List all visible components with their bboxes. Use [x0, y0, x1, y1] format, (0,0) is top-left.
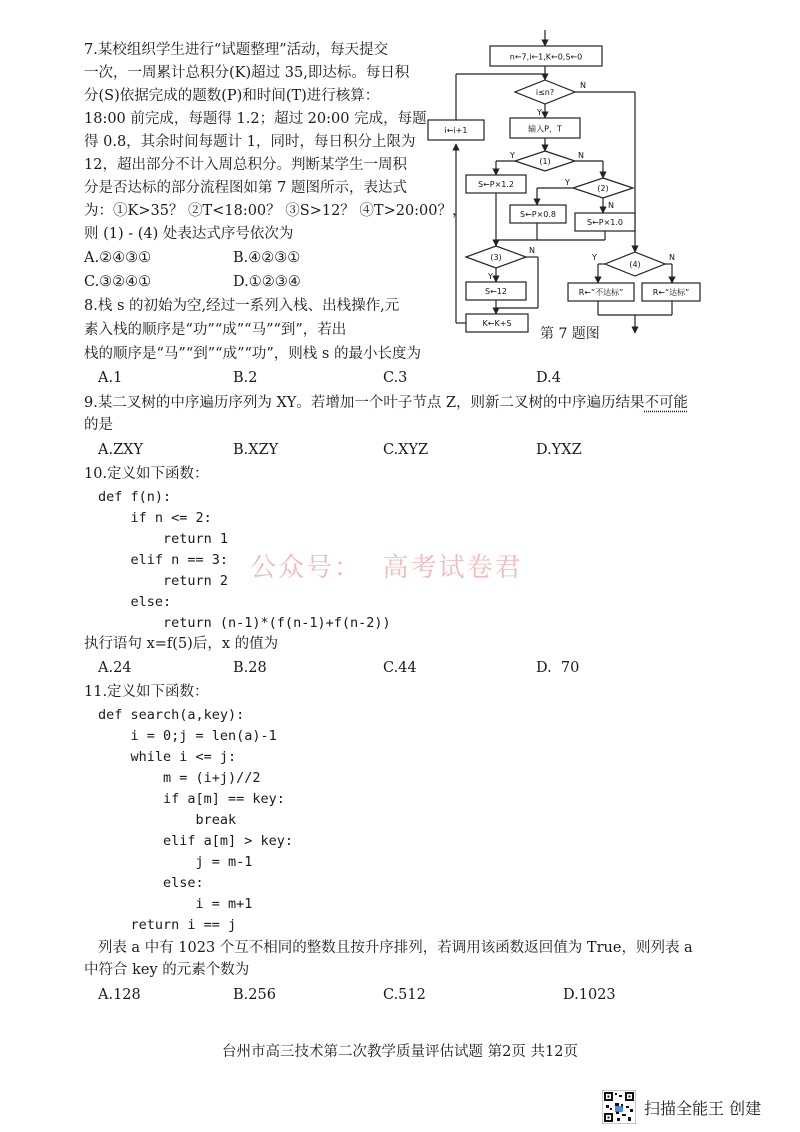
q10-option-c: C.44: [383, 660, 417, 676]
q11-code-2: i = 0;j = len(a)-1: [98, 728, 277, 744]
q11-code-8: j = m-1: [98, 854, 253, 870]
fc-c3-y: Y: [488, 272, 493, 281]
q11-option-b: B.256: [233, 987, 276, 1003]
q7-option-c: C.③②④①: [84, 274, 152, 290]
fc-c1: (1): [539, 157, 551, 166]
q11-code-5: if a[m] == key:: [98, 791, 285, 807]
q11-after-2: 中符合 key 的元素个数为: [84, 962, 250, 978]
fc-c2: (2): [597, 184, 609, 193]
q9-option-a: A.ZXY: [98, 442, 144, 458]
fc-c4-y: Y: [592, 253, 597, 262]
q7-line-5: 得 0.8，其余时间每题计 1，同时，每日积分上限为: [84, 134, 416, 150]
q9-option-d: D.YXZ: [536, 442, 582, 458]
q8-option-b: B.2: [233, 370, 258, 386]
fc-c3-n: N: [529, 246, 535, 255]
scanner-stamp: [596, 1088, 796, 1126]
q8-line-2: 素入栈的顺序是“功”“成”“马”“到”，若出: [84, 322, 347, 338]
fc-ryes: R←“达标”: [652, 288, 690, 297]
q11-code-1: def search(a,key):: [98, 707, 245, 723]
q9-line-2: 的是: [84, 417, 113, 433]
q10-option-b: B.28: [233, 660, 267, 676]
q7-line-7: 分是否达标的部分流程图如第 7 题图所示，表达式: [84, 180, 407, 196]
q7-line-1: 7.某校组织学生进行“试题整理”活动，每天提交: [84, 42, 389, 58]
fc-c2-n: N: [608, 201, 614, 210]
fc-cond-i: i≤n?: [535, 88, 555, 97]
q10-code-1: def f(n):: [98, 489, 172, 505]
q10-after: 执行语句 x=f(5)后，x 的值为: [84, 636, 279, 652]
q8-option-a: A.1: [98, 370, 123, 386]
q10-code-6: else:: [98, 594, 172, 610]
q11-option-a: A.128: [98, 987, 141, 1003]
q11-code-3: while i <= j:: [98, 749, 237, 765]
q8-option-d: D.4: [536, 370, 561, 386]
q11-code-6: break: [98, 812, 237, 828]
q11-title: 11.定义如下函数：: [84, 684, 209, 700]
fc-cond-i-n: N: [580, 81, 586, 90]
q10-code-7: return (n-1)*(f(n-1)+f(n-2)): [98, 615, 391, 631]
q10-code-2: if n <= 2:: [98, 510, 212, 526]
q11-after-1: 列表 a 中有 1023 个互不相同的整数且按升序排列，若调用该函数返回值为 True，则列表 a: [84, 940, 693, 956]
q7-option-b: B.④②③①: [233, 250, 301, 266]
scanner-text: 扫描全能王 创建: [644, 1099, 762, 1118]
q7-line-8: 为：①K>35？ ②T<18:00？ ③S>12？ ④T>20:00？，: [84, 203, 467, 219]
q7-line-9: 则 (1) - (4) 处表达式序号依次为: [84, 226, 294, 242]
fc-rno: R←“不达标”: [578, 288, 624, 297]
q7-option-d: D.①②③④: [233, 274, 301, 290]
figure-caption: 第 7 题图: [540, 326, 600, 342]
q11-option-c: C.512: [383, 987, 426, 1003]
fc-init: n←7,i←1,K←0,S←0: [509, 52, 583, 62]
q11-code-11: return i == j: [98, 917, 237, 933]
q11-code-9: else:: [98, 875, 204, 891]
q11-option-d: D.1023: [563, 987, 616, 1003]
fc-s08: S←P×0.8: [519, 210, 557, 219]
q9-line-1-text: 9.某二叉树的中序遍历序列为 XY。若增加一个叶子节点 Z，则新二叉树的中序遍历结果: [84, 395, 645, 411]
page-footer: 台州市高三技术第二次教学质量评估试题 第2页 共12页: [222, 1044, 578, 1060]
q7-line-4: 18:00 前完成，每题得 1.2；超过 20:00 完成，每题: [84, 111, 427, 127]
q7-line-2: 一次，一周累计总积分(K)超过 35,即达标。每日积: [84, 65, 410, 81]
q10-option-a: A.24: [98, 660, 132, 676]
q7-line-6: 12，超出部分不计入周总积分。判断某学生一周积: [84, 157, 407, 173]
watermark: 公众号： 高考试卷君: [250, 553, 523, 583]
q8-line-3: 栈的顺序是“马”“到”“成”“功”，则栈 s 的最小长度为: [84, 346, 421, 362]
q10-code-5: return 2: [98, 573, 229, 589]
q11-code-7: elif a[m] > key:: [98, 833, 294, 849]
q7-line-3: 分(S)依据完成的题数(P)和时间(T)进行核算：: [84, 88, 380, 104]
fc-c1-y: Y: [510, 151, 515, 160]
flowchart: [420, 30, 720, 350]
q9-option-c: C.XYZ: [383, 442, 429, 458]
q8-line-1: 8.栈 s 的初始为空,经过一系列入栈、出栈操作,元: [84, 298, 400, 314]
fc-input: 输入P，T: [528, 124, 562, 134]
q11-code-4: m = (i+j)//2: [98, 770, 261, 786]
fc-incr: i←i+1: [444, 126, 468, 135]
fc-kadd: K←K+S: [482, 319, 512, 328]
fc-c4-n: N: [669, 253, 675, 262]
fc-s10: S←P×1.0: [586, 218, 624, 227]
q10-title: 10.定义如下函数：: [84, 466, 209, 482]
fc-c3: (3): [490, 253, 502, 262]
q9-line-1: [84, 393, 688, 413]
q10-code-4: elif n == 3:: [98, 552, 229, 568]
fc-c1-n: N: [578, 151, 584, 160]
q9-emphasis: 不可能: [644, 395, 689, 411]
q11-code-10: i = m+1: [98, 896, 253, 912]
fc-c2-y: Y: [565, 178, 570, 187]
fc-cond-i-y: Y: [537, 108, 542, 117]
fc-c4: (4): [629, 260, 641, 269]
q7-option-a: A.②④③①: [84, 250, 152, 266]
fc-scap: S←12: [485, 287, 507, 296]
q10-code-3: return 1: [98, 531, 229, 547]
q9-option-b: B.XZY: [233, 442, 279, 458]
q8-option-c: C.3: [383, 370, 408, 386]
fc-s12: S←P×1.2: [477, 180, 515, 189]
q10-option-d: D. 70: [536, 660, 580, 676]
qr-code-icon: [602, 1090, 636, 1124]
